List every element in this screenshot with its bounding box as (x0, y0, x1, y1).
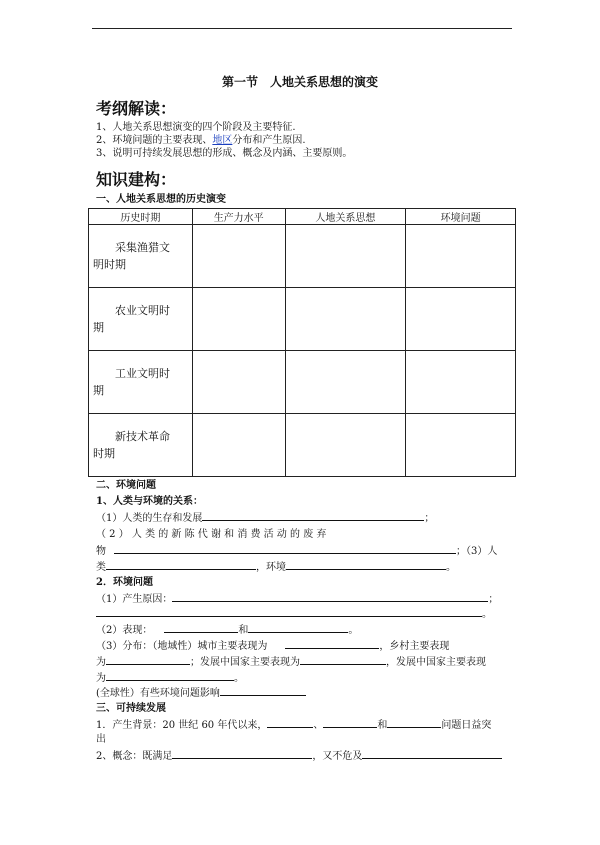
blank-line[interactable] (96, 607, 482, 617)
blank-line[interactable] (387, 718, 441, 728)
blank-line[interactable] (164, 623, 238, 633)
q2-1-row: （1）产生原因： ； (96, 594, 499, 605)
blank-cell[interactable] (285, 225, 406, 288)
syllabus-item-2-post: 分布和产生原因. (232, 135, 306, 146)
blank-line[interactable] (285, 639, 379, 649)
blank-line[interactable] (286, 560, 446, 570)
q2-3-row: （3）分布：（地域性）城市主要表现为 ，乡村主要表现 (96, 641, 450, 652)
q2-1-cont-row: 。 (96, 607, 492, 621)
table-header-row (89, 209, 516, 225)
table-row (89, 288, 516, 351)
blank-cell[interactable] (406, 351, 516, 414)
blank-line[interactable] (106, 671, 234, 681)
blank-cell[interactable] (406, 288, 516, 351)
blank-line[interactable] (202, 511, 424, 521)
region-link[interactable]: 地区 (212, 135, 233, 146)
sustain-bg-cont: 出 (96, 734, 106, 745)
blank-cell[interactable] (192, 288, 285, 351)
blank-cell[interactable] (406, 414, 516, 477)
blank-line[interactable] (106, 560, 256, 570)
section-2-title: 二、环境问题 (96, 480, 156, 491)
q2-3-cont2-row: 为 。 (96, 673, 244, 684)
col-header-env-problem: 环境问题 (406, 209, 516, 225)
blank-line[interactable] (114, 544, 456, 554)
blank-line[interactable] (267, 718, 313, 728)
q1-1-row: （1）人类的生存和发展 ； (96, 513, 435, 524)
era-cell: 采集渔猎文 明时期 (89, 225, 193, 288)
col-header-relation: 人地关系思想 (285, 209, 406, 225)
syllabus-item-2-pre: 2、环境问题的主要表现、 (96, 135, 213, 146)
syllabus-item-1: 1、人地关系思想演变的四个阶段及主要特征. (96, 122, 296, 133)
syllabus-heading: 考纲解读： (96, 99, 177, 118)
blank-cell[interactable] (192, 351, 285, 414)
q2-2-row: （2）表现： 和 。 (96, 625, 359, 636)
blank-cell[interactable] (192, 225, 285, 288)
q2-4-row: (全球性）有些环境问题影响 (96, 686, 306, 700)
q1-3-row: 类 ，环境 。 (96, 562, 456, 573)
top-rule (92, 28, 512, 29)
sustain-bg-row: 1．产生背景：20 世纪 60 年代以来， 、 和 问题日益突 (96, 720, 492, 731)
q2-title: 2．环境问题 (96, 577, 153, 588)
col-header-period: 历史时期 (89, 209, 193, 225)
col-header-productivity: 生产力水平 (192, 209, 285, 225)
history-table (88, 208, 516, 477)
q1-2-row: （ 2 ） 人 类 的 新 陈 代 谢 和 消 费 活 动 的 废 弃 (96, 529, 327, 540)
blank-line[interactable] (300, 655, 386, 665)
table-row (89, 351, 516, 414)
blank-line[interactable] (172, 749, 312, 759)
section-3-title: 三、可持续发展 (96, 703, 166, 714)
q1-title: 1、人类与环境的关系： (96, 496, 203, 507)
blank-line[interactable] (106, 655, 190, 665)
table-row (89, 225, 516, 288)
era-cell: 工业文明时 期 (89, 351, 193, 414)
sustain-concept-row: 2、概念：既满足 ，又不危及 (96, 749, 502, 763)
q1-2-cont-row: 物 ；（3）人 (96, 546, 498, 557)
section-1-title: 一、人地关系思想的历史演变 (96, 194, 226, 205)
table-row (89, 414, 516, 477)
blank-line[interactable] (362, 749, 502, 759)
era-cell: 新技术革命 时期 (89, 414, 193, 477)
blank-cell[interactable] (285, 351, 406, 414)
syllabus-item-2 (96, 134, 306, 147)
blank-line[interactable] (323, 718, 377, 728)
blank-line[interactable] (220, 686, 306, 696)
blank-cell[interactable] (285, 414, 406, 477)
q2-3-cont-row: 为 ；发展中国家主要表现为 ，发展中国家主要表现 (96, 657, 486, 668)
blank-cell[interactable] (192, 414, 285, 477)
blank-cell[interactable] (406, 225, 516, 288)
blank-cell[interactable] (285, 288, 406, 351)
blank-line[interactable] (172, 592, 488, 602)
era-cell: 农业文明时 期 (89, 288, 193, 351)
blank-line[interactable] (248, 623, 348, 633)
page-title: 第一节 人地关系思想的演变 (221, 75, 378, 89)
syllabus-item-3: 3、说明可持续发展思想的形成、概念及内涵、主要原则。 (96, 148, 353, 159)
knowledge-heading: 知识建构： (96, 170, 177, 189)
